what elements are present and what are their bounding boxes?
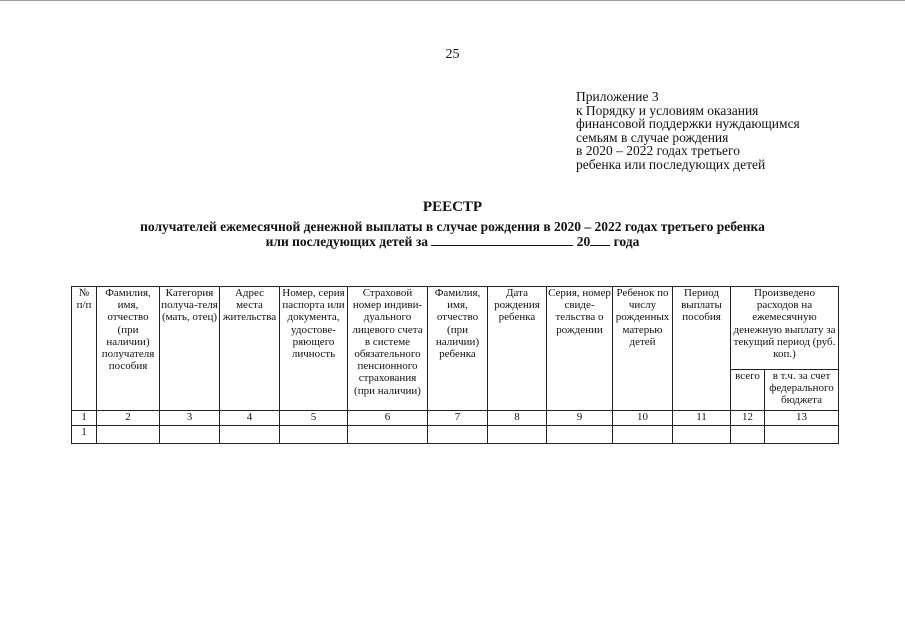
year-blank <box>590 234 610 246</box>
column-number: 12 <box>731 411 765 426</box>
document-title: РЕЕСТР <box>422 199 483 215</box>
column-number-row <box>72 411 839 426</box>
appendix-line: семьям в случае рождения <box>576 129 729 145</box>
column-number: 8 <box>488 411 547 426</box>
table-cell <box>547 426 613 444</box>
column-number: 11 <box>673 411 731 426</box>
table-cell <box>160 426 220 444</box>
column-number: 13 <box>765 411 839 426</box>
table-cell <box>97 426 160 444</box>
table-cell <box>765 426 839 444</box>
table-cell <box>280 426 348 444</box>
appendix-line: в 2020 – 2022 годах третьего <box>576 143 740 158</box>
column-number: 6 <box>348 411 428 426</box>
table-cell <box>428 426 488 444</box>
col-header-number: № п/п <box>72 287 97 411</box>
column-number: 9 <box>547 411 613 426</box>
appendix-line: финансовой поддержки нуждающимся <box>576 116 800 131</box>
col-header-recipient-name: Фамилия, имя, отчество (при наличии) получателя пособия <box>97 287 160 411</box>
table-row <box>72 426 839 444</box>
appendix-note <box>576 90 800 171</box>
col-header-child-order: Ребенок по числу рожденных матерью детей <box>613 287 673 411</box>
column-number: 5 <box>280 411 348 426</box>
col-header-address: Адрес места жительства <box>220 287 280 411</box>
column-number: 10 <box>613 411 673 426</box>
subtitle-line-2 <box>0 234 905 249</box>
subtitle-line-1: получателей ежемесячной денежной выплаты в случае рождения в 2020 – 2022 годах третьего ребенка <box>140 219 765 234</box>
col-header-total: всего <box>731 370 765 411</box>
subtitle-prefix: или последующих детей за <box>265 234 429 249</box>
page-top-edge <box>0 0 905 1</box>
col-header-certificate: Серия, номер свиде-тельства о рождении <box>547 287 613 411</box>
col-header-birth-date: Дата рождения ребенка <box>488 287 547 411</box>
subtitle-suffix: года <box>613 234 640 249</box>
document-subtitle <box>0 220 905 249</box>
subtitle-year-prefix: 20 <box>576 234 591 249</box>
col-header-passport: Номер, серия паспорта или документа, удостове-ряющего личность <box>280 287 348 411</box>
table-cell: 1 <box>72 426 97 444</box>
col-header-payment-period: Период выплаты пособия <box>673 287 731 411</box>
appendix-line: Приложение 3 <box>576 89 659 104</box>
column-number: 3 <box>160 411 220 426</box>
col-header-snils: Страховой номер индиви-дуального лицевого счета в системе обязательного пенсионного страхования (при наличии) <box>348 287 428 411</box>
table-cell <box>613 426 673 444</box>
table-cell <box>488 426 547 444</box>
column-number: 7 <box>428 411 488 426</box>
col-header-federal: в т.ч. за счет федерального бюджета <box>765 370 839 411</box>
table-cell <box>673 426 731 444</box>
table-cell <box>731 426 765 444</box>
appendix-line: ребенка или последующих детей <box>576 156 766 172</box>
registry-table <box>71 286 839 444</box>
period-blank <box>431 234 573 246</box>
appendix-line: к Порядку и условиям оказания <box>576 102 759 118</box>
table-cell <box>220 426 280 444</box>
table-cell <box>348 426 428 444</box>
column-number: 2 <box>97 411 160 426</box>
header-row <box>72 287 839 370</box>
col-header-category: Категория получа-теля (мать, отец) <box>160 287 220 411</box>
column-number: 4 <box>220 411 280 426</box>
col-header-child-name: Фамилия, имя, отчество (при наличии) ребенка <box>428 287 488 411</box>
col-header-expenses: Произведено расходов на ежемесячную денежную выплату за текущий период (руб. коп.) <box>731 287 839 370</box>
page-number: 25 <box>445 47 460 62</box>
column-number: 1 <box>72 411 97 426</box>
